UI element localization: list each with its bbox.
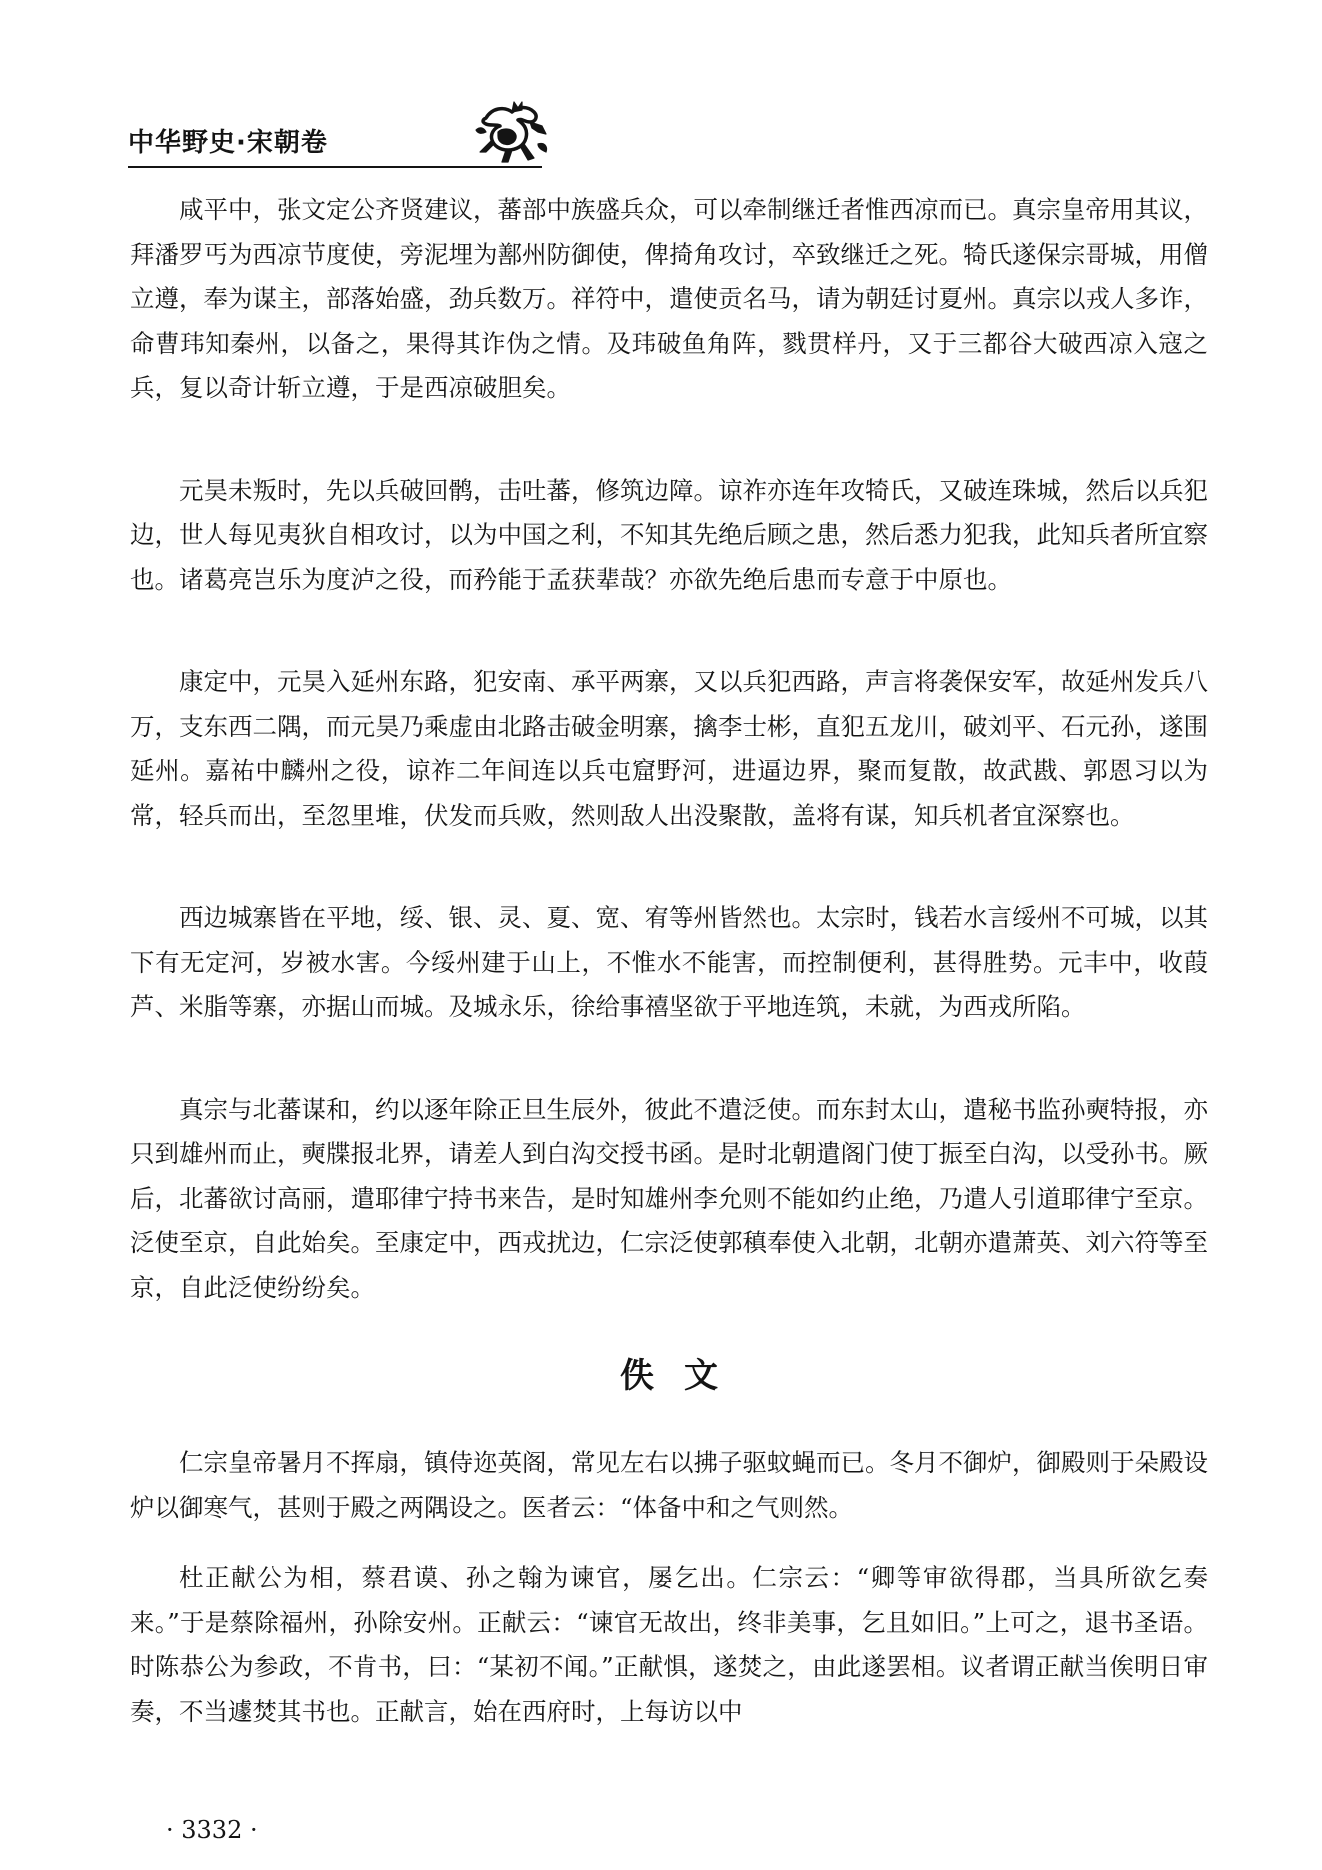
page-number: · 3332 · — [166, 1816, 258, 1844]
paragraph: 杜正献公为相，蔡君谟、孙之翰为谏官，屡乞出。仁宗云：“卿等审欲得郡，当具所欲乞奏来。”于是蔡除福州，孙除安州。正献云：“谏官无故出，终非美事，乞且如旧。”上可之，退书圣语。时陈恭公为参政，不肯书，曰：“某初不闻。”正献惧，遂焚之，由此遂罢相。议者谓正献当俟明日审奏，不当遽焚其书也。正献言，始在西府时，上每访以中 — [130, 1563, 1208, 1726]
main-text — [130, 188, 1208, 1734]
paragraph: 真宗与北蕃谋和，约以逐年除正旦生辰外，彼此不遣泛使。而东封太山，遣秘书监孙奭特报，亦只到雄州而止，奭牒报北界，请差人到白沟交授书函。是时北朝遣阁门使丁振至白沟，以受孙书。厥后，北蕃欲讨高丽，遣耶律宁持书来告，是时知雄州李允则不能如约止绝，乃遣人引道耶律宁至京。泛使至京，自此始矣。至康定中，西戎扰边，仁宗泛使郭稹奉使入北朝，北朝亦遣萧英、刘六符等至京，自此泛使纷纷矣。 — [130, 1094, 1208, 1302]
paragraph: 康定中，元昊入延州东路，犯安南、承平两寨，又以兵犯西路，声言将袭保安军，故延州发兵八万，支东西二隅，而元昊乃乘虚由北路击破金明寨，擒李士彬，直犯五龙川，破刘平、石元孙，遂围延州。嘉祐中麟州之役，谅祚二年间连以兵屯窟野河，进逼边界，聚而复散，故武戡、郭恩习以为常，轻兵而出，至忽里堆，伏发而兵败，然则敌人出没聚散，盖将有谋，知兵机者宜深察也。 — [130, 667, 1208, 830]
paragraph: 西边城寨皆在平地，绥、银、灵、夏、宽、宥等州皆然也。太宗时，钱若水言绥州不可城，以其下有无定河，岁被水害。今绥州建于山上，不惟水不能害，而控制便利，甚得胜势。元丰中，收葭芦、米脂等寨，亦据山而城。及城永乐，徐给事禧坚欲于平地连筑，未就，为西戎所陷。 — [130, 903, 1208, 1021]
book-title: 中华野史·宋朝卷 — [128, 128, 328, 158]
dragon-icon — [472, 100, 552, 166]
header-rule — [128, 166, 542, 168]
section-heading: 佚文 — [620, 1356, 748, 1396]
running-header — [128, 118, 520, 168]
paragraph: 咸平中，张文定公齐贤建议，蕃部中族盛兵众，可以牵制继迁者惟西凉而已。真宗皇帝用其议，拜潘罗丐为西凉节度使，旁泥埋为鄯州防御使，俾掎角攻讨，卒致继迁之死。犄氏遂保宗哥城，用僧立遵，奉为谋主，部落始盛，劲兵数万。祥符中，遣使贡名马，请为朝廷讨夏州。真宗以戎人多诈，命曹玮知秦州，以备之，果得其诈伪之情。及玮破鱼角阵，戮贯样丹，又于三都谷大破西凉入寇之兵，复以奇计斩立遵，于是西凉破胆矣。 — [130, 195, 1208, 402]
paragraph: 仁宗皇帝暑月不挥扇，镇侍迩英阁，常见左右以拂子驱蚊蝇而已。冬月不御炉，御殿则于朵殿设炉以御寒气，甚则于殿之两隅设之。医者云：“体备中和之气则然。 — [130, 1448, 1208, 1522]
paragraph: 元昊未叛时，先以兵破回鹘，击吐蕃，修筑边障。谅祚亦连年攻犄氏，又破连珠城，然后以兵犯边，世人每见夷狄自相攻讨，以为中国之利，不知其先绝后顾之患，然后悉力犯我，此知兵者所宜察也。诸葛亮岂乐为度泸之役，而矜能于孟获辈哉？亦欲先绝后患而专意于中原也。 — [130, 475, 1208, 594]
